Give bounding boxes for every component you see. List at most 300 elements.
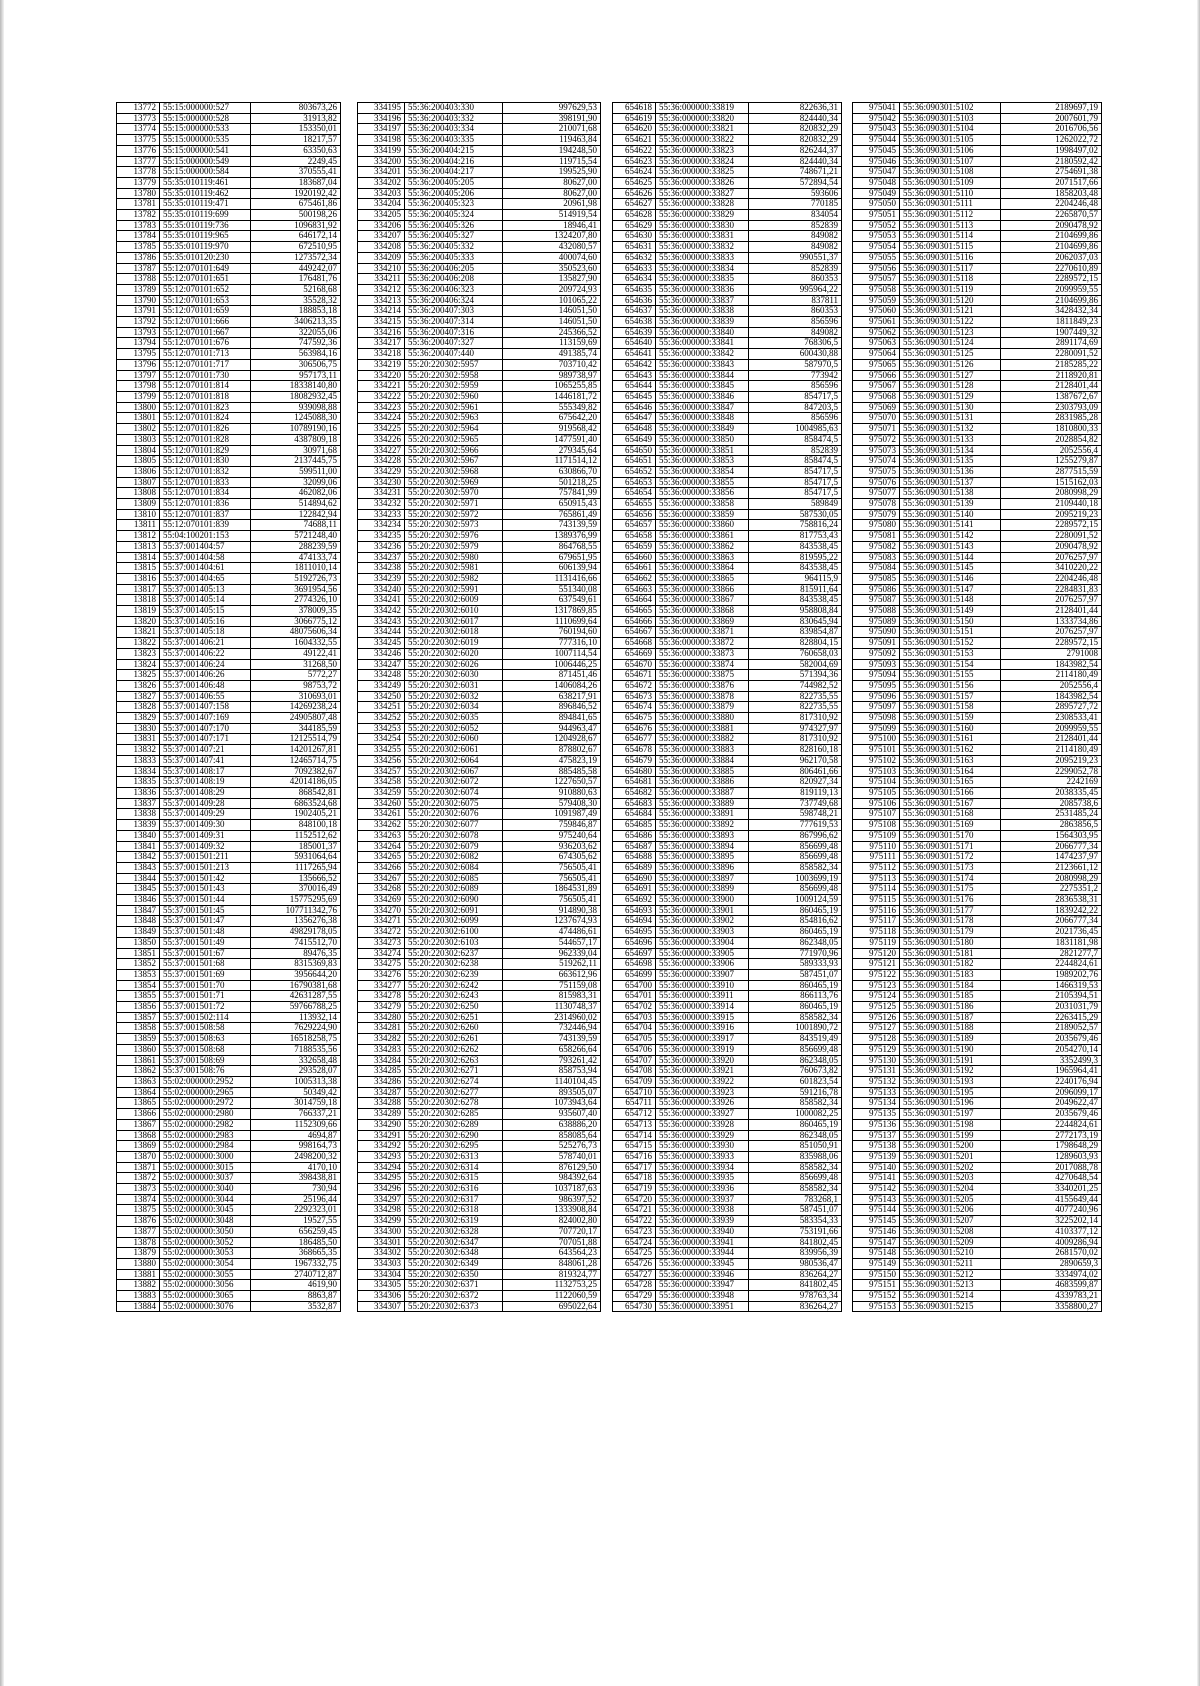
row-number: 975050 (853, 199, 900, 210)
row-number: 654642 (613, 359, 656, 370)
table-row (358, 1205, 601, 1216)
cadastral-number: 55:36:200404:216 (405, 156, 503, 167)
row-number: 975132 (853, 1076, 900, 1087)
row-number: 13808 (117, 488, 160, 499)
row-number: 13861 (117, 1055, 160, 1066)
table-row (117, 1258, 341, 1269)
cadastral-number: 55:36:000000:33887 (656, 788, 749, 799)
cadastral-number: 55:20:220302:6052 (405, 723, 503, 734)
row-number: 334205 (358, 210, 405, 221)
row-number: 334260 (358, 798, 405, 809)
cadastral-number: 55:20:220302:6243 (405, 991, 503, 1002)
cadastral-number: 55:36:090301:5141 (900, 520, 1001, 531)
table-row (853, 616, 1102, 627)
row-number: 654665 (613, 606, 656, 617)
cadastral-number: 55:36:090301:5120 (900, 295, 1001, 306)
row-number: 975047 (853, 167, 900, 178)
cadastral-number: 55:12:070101:649 (160, 263, 251, 274)
table-row (613, 809, 842, 820)
table-row (117, 1034, 341, 1045)
cadastral-number: 55:20:220302:6064 (405, 755, 503, 766)
cadastral-number: 55:02:000000:3045 (160, 1205, 251, 1216)
table-row (117, 402, 341, 413)
row-number: 654649 (613, 434, 656, 445)
cadastral-number: 55:35:010119:461 (160, 177, 251, 188)
table-row (117, 670, 341, 681)
row-number: 334293 (358, 1151, 405, 1162)
cadastral-number: 55:20:220302:6274 (405, 1076, 503, 1087)
table-row (613, 1162, 842, 1173)
table-row (613, 627, 842, 638)
cadastral-number: 55:36:000000:33866 (656, 584, 749, 595)
table-row (853, 199, 1102, 210)
cadastral-number: 55:02:000000:3055 (160, 1269, 251, 1280)
cadastral-number: 55:36:090301:5132 (900, 424, 1001, 435)
row-number: 975068 (853, 391, 900, 402)
row-number: 975079 (853, 509, 900, 520)
table-row (358, 852, 601, 863)
table-row (853, 306, 1102, 317)
cadastral-value: 135666,52 (250, 873, 341, 884)
table-row (117, 862, 341, 873)
cadastral-value: 52168,68 (250, 284, 341, 295)
table-row (853, 991, 1102, 1002)
table-row (613, 680, 842, 691)
cadastral-number: 55:37:001508:58 (160, 1023, 251, 1034)
row-number: 654643 (613, 370, 656, 381)
cadastral-number: 55:20:220302:6078 (405, 830, 503, 841)
row-number: 654703 (613, 1012, 656, 1023)
cadastral-number: 55:36:000000:33839 (656, 317, 749, 328)
cadastral-value: 858582,34 (749, 862, 842, 873)
row-number: 975134 (853, 1098, 900, 1109)
table-row (853, 1087, 1102, 1098)
table-row (358, 884, 601, 895)
table-row (613, 477, 842, 488)
table-row (613, 284, 842, 295)
table-row (358, 210, 601, 221)
cadastral-value: 998164,73 (250, 1141, 341, 1152)
cadastral-number: 55:36:090301:5138 (900, 488, 1001, 499)
table-row (117, 991, 341, 1002)
cadastral-value: 2066777,34 (1001, 916, 1102, 927)
cadastral-value: 2831985,28 (1001, 413, 1102, 424)
cadastral-number: 55:36:000000:33858 (656, 499, 749, 510)
table-row (613, 573, 842, 584)
row-number: 13867 (117, 1119, 160, 1130)
cadastral-value: 756505,41 (503, 895, 601, 906)
table-row (613, 1280, 842, 1291)
table-row (853, 1237, 1102, 1248)
table-row (853, 841, 1102, 852)
cadastral-value: 14201267,81 (250, 745, 341, 756)
cadastral-number: 55:12:070101:653 (160, 295, 251, 306)
row-number: 334239 (358, 573, 405, 584)
table-row (853, 1280, 1102, 1291)
row-number: 13813 (117, 541, 160, 552)
table-row (358, 402, 601, 413)
table-row (613, 691, 842, 702)
row-number: 654705 (613, 1034, 656, 1045)
table-row (853, 456, 1102, 467)
row-number: 13855 (117, 991, 160, 1002)
cadastral-value: 962170,58 (749, 755, 842, 766)
row-number: 13856 (117, 1002, 160, 1013)
row-number: 13859 (117, 1034, 160, 1045)
cadastral-value: 1037187,63 (503, 1184, 601, 1195)
cadastral-value: 995964,22 (749, 284, 842, 295)
row-number: 334258 (358, 777, 405, 788)
cadastral-value: 858474,5 (749, 434, 842, 445)
table-row (117, 927, 341, 938)
cadastral-number: 55:36:090301:5109 (900, 177, 1001, 188)
row-number: 654724 (613, 1237, 656, 1248)
table-row (853, 295, 1102, 306)
row-number: 334228 (358, 456, 405, 467)
cadastral-number: 55:36:090301:5102 (900, 103, 1001, 114)
table-row (613, 1130, 842, 1141)
cadastral-number: 55:20:220302:6263 (405, 1055, 503, 1066)
row-number: 13824 (117, 659, 160, 670)
row-number: 975110 (853, 841, 900, 852)
cadastral-value: 815983,31 (503, 991, 601, 1002)
cadastral-value: 830645,94 (749, 616, 842, 627)
cadastral-value: 820832,29 (749, 124, 842, 135)
row-number: 334288 (358, 1098, 405, 1109)
row-number: 975042 (853, 113, 900, 124)
row-number: 975102 (853, 755, 900, 766)
row-number: 654660 (613, 552, 656, 563)
cadastral-number: 55:36:000000:33948 (656, 1291, 749, 1302)
cadastral-number: 55:37:001508:76 (160, 1066, 251, 1077)
cadastral-value: 760194,60 (503, 627, 601, 638)
cadastral-value: 836264,27 (749, 1301, 842, 1312)
cadastral-number: 55:36:000000:33863 (656, 552, 749, 563)
cadastral-value: 1839242,22 (1001, 905, 1102, 916)
cadastral-number: 55:36:000000:33946 (656, 1269, 749, 1280)
table-row (613, 713, 842, 724)
cadastral-value: 462082,06 (250, 488, 341, 499)
table-row (613, 937, 842, 948)
cadastral-number: 55:20:220302:6067 (405, 766, 503, 777)
cadastral-number: 55:37:001406:21 (160, 638, 251, 649)
row-number: 975143 (853, 1194, 900, 1205)
cadastral-value: 820927,34 (749, 777, 842, 788)
cadastral-number: 55:36:090301:5168 (900, 809, 1001, 820)
row-number: 975117 (853, 916, 900, 927)
table-row (358, 895, 601, 906)
cadastral-value: 2774326,10 (250, 595, 341, 606)
cadastral-number: 55:36:000000:33831 (656, 231, 749, 242)
table-row (358, 349, 601, 360)
cadastral-number: 55:36:000000:33892 (656, 820, 749, 831)
table-row (613, 103, 842, 114)
row-number: 654727 (613, 1269, 656, 1280)
row-number: 654712 (613, 1109, 656, 1120)
cadastral-value: 1858203,48 (1001, 188, 1102, 199)
cadastral-value: 777316,10 (503, 638, 601, 649)
table-row (613, 1034, 842, 1045)
cadastral-number: 55:36:090301:5115 (900, 242, 1001, 253)
cadastral-number: 55:36:090301:5187 (900, 1012, 1001, 1023)
table-row (613, 916, 842, 927)
cadastral-number: 55:36:090301:5152 (900, 638, 1001, 649)
table-row (853, 274, 1102, 285)
table-row (613, 424, 842, 435)
table-row (853, 338, 1102, 349)
table-row (613, 788, 842, 799)
table-row (853, 188, 1102, 199)
cadastral-value: 42014186,05 (250, 777, 341, 788)
table-row (117, 445, 341, 456)
cadastral-number: 55:36:090301:5201 (900, 1151, 1001, 1162)
row-number: 654641 (613, 349, 656, 360)
table-row (853, 135, 1102, 146)
cadastral-value: 5931064,64 (250, 852, 341, 863)
table-row (358, 755, 601, 766)
cadastral-number: 55:20:220302:5976 (405, 531, 503, 542)
cadastral-value: 974327,97 (749, 723, 842, 734)
row-number: 13809 (117, 499, 160, 510)
cadastral-value: 30971,68 (250, 445, 341, 456)
cadastral-value: 858582,34 (749, 1162, 842, 1173)
cadastral-value: 582004,69 (749, 659, 842, 670)
row-number: 334285 (358, 1066, 405, 1077)
cadastral-value: 2240176,94 (1001, 1076, 1102, 1087)
table-row (853, 873, 1102, 884)
cadastral-number: 55:15:000000:541 (160, 145, 251, 156)
cadastral-value: 4619,90 (250, 1280, 341, 1291)
cadastral-number: 55:20:220302:6277 (405, 1087, 503, 1098)
table-row (358, 456, 601, 467)
cadastral-value: 101065,22 (503, 295, 601, 306)
row-number: 654671 (613, 670, 656, 681)
table-row (358, 488, 601, 499)
cadastral-number: 55:02:000000:3037 (160, 1173, 251, 1184)
row-number: 13874 (117, 1194, 160, 1205)
cadastral-value: 119463,84 (503, 135, 601, 146)
table-row (853, 1109, 1102, 1120)
table-row (358, 1119, 601, 1130)
cadastral-number: 55:36:090301:5157 (900, 691, 1001, 702)
table-row (358, 1130, 601, 1141)
cadastral-number: 55:36:000000:33899 (656, 884, 749, 895)
table-row (358, 980, 601, 991)
table-row (117, 1162, 341, 1173)
row-number: 975060 (853, 306, 900, 317)
cadastral-value: 675461,86 (250, 199, 341, 210)
cadastral-number: 55:36:200405:324 (405, 210, 503, 221)
cadastral-number: 55:20:220302:6251 (405, 1012, 503, 1023)
cadastral-value: 860353 (749, 274, 842, 285)
table-row (358, 584, 601, 595)
row-number: 334251 (358, 702, 405, 713)
row-number: 654699 (613, 969, 656, 980)
cadastral-number: 55:36:090301:5209 (900, 1237, 1001, 1248)
row-number: 654651 (613, 456, 656, 467)
table-row (358, 156, 601, 167)
cadastral-value: 860465,19 (749, 980, 842, 991)
row-number: 13879 (117, 1248, 160, 1259)
cadastral-number: 55:20:220302:6074 (405, 788, 503, 799)
table-row (853, 113, 1102, 124)
cadastral-number: 55:36:000000:33923 (656, 1087, 749, 1098)
cadastral-value: 2180592,42 (1001, 156, 1102, 167)
cadastral-number: 55:20:220302:6261 (405, 1034, 503, 1045)
row-number: 13772 (117, 103, 160, 114)
table-row (853, 1301, 1102, 1312)
cadastral-value: 856596 (749, 317, 842, 328)
cadastral-value: 2740712,87 (250, 1269, 341, 1280)
cadastral-value: 1843982,54 (1001, 659, 1102, 670)
row-number: 654640 (613, 338, 656, 349)
table-row (613, 466, 842, 477)
cadastral-number: 55:36:090301:5181 (900, 948, 1001, 959)
table-row (358, 359, 601, 370)
cadastral-number: 55:37:001406:26 (160, 670, 251, 681)
row-number: 13816 (117, 573, 160, 584)
cadastral-number: 55:36:000000:33929 (656, 1130, 749, 1141)
table-row (613, 638, 842, 649)
table-row (613, 210, 842, 221)
cadastral-number: 55:20:220302:6032 (405, 691, 503, 702)
cadastral-value: 2114180,49 (1001, 670, 1102, 681)
row-number: 975072 (853, 434, 900, 445)
table-row (613, 488, 842, 499)
cadastral-value: 747592,36 (250, 338, 341, 349)
cadastral-value: 2076257,97 (1001, 595, 1102, 606)
row-number: 654690 (613, 873, 656, 884)
cadastral-value: 2314960,02 (503, 1012, 601, 1023)
cadastral-number: 55:36:200406:208 (405, 274, 503, 285)
cadastral-number: 55:36:090301:5134 (900, 445, 1001, 456)
cadastral-number: 55:02:000000:3050 (160, 1226, 251, 1237)
row-number: 334225 (358, 424, 405, 435)
cadastral-number: 55:36:000000:33907 (656, 969, 749, 980)
table-row (613, 852, 842, 863)
cadastral-value: 2189052,57 (1001, 1023, 1102, 1034)
cadastral-number: 55:36:000000:33871 (656, 627, 749, 638)
table-row (853, 252, 1102, 263)
cadastral-number: 55:20:220302:6318 (405, 1205, 503, 1216)
row-number: 654709 (613, 1076, 656, 1087)
cadastral-value: 1065255,85 (503, 381, 601, 392)
table-row (358, 1162, 601, 1173)
row-number: 334248 (358, 670, 405, 681)
row-number: 13832 (117, 745, 160, 756)
cadastral-number: 55:37:001409:28 (160, 798, 251, 809)
table-row (358, 809, 601, 820)
cadastral-value: 1131416,66 (503, 573, 601, 584)
cadastral-number: 55:20:220302:6315 (405, 1173, 503, 1184)
table-row (613, 1291, 842, 1302)
row-number: 654730 (613, 1301, 656, 1312)
cadastral-value: 2244824,61 (1001, 1119, 1102, 1130)
row-number: 334266 (358, 862, 405, 873)
row-number: 13858 (117, 1023, 160, 1034)
cadastral-number: 55:20:220302:6026 (405, 659, 503, 670)
table-row (358, 499, 601, 510)
cadastral-number: 55:36:090301:5149 (900, 606, 1001, 617)
cadastral-number: 55:20:220302:6100 (405, 927, 503, 938)
table-row (853, 520, 1102, 531)
cadastral-value: 1333734,86 (1001, 616, 1102, 627)
cadastral-number: 55:36:000000:33904 (656, 937, 749, 948)
cadastral-value: 194248,50 (503, 145, 601, 156)
row-number: 334268 (358, 884, 405, 895)
row-number: 13831 (117, 734, 160, 745)
table-row (853, 916, 1102, 927)
cadastral-value: 279345,64 (503, 445, 601, 456)
cadastral-value: 1004985,63 (749, 424, 842, 435)
cadastral-value: 841802,45 (749, 1237, 842, 1248)
table-row (853, 691, 1102, 702)
table-row (613, 327, 842, 338)
row-number: 13822 (117, 638, 160, 649)
table-row (613, 745, 842, 756)
table-row (117, 638, 341, 649)
row-number: 13827 (117, 691, 160, 702)
table-row (853, 830, 1102, 841)
cadastral-value: 2681570,02 (1001, 1248, 1102, 1259)
row-number: 13819 (117, 606, 160, 617)
cadastral-number: 55:36:090301:5176 (900, 895, 1001, 906)
cadastral-number: 55:35:010119:736 (160, 220, 251, 231)
cadastral-value: 2095219,23 (1001, 509, 1102, 520)
table-row (358, 338, 601, 349)
cadastral-value: 288239,59 (250, 541, 341, 552)
table-row (358, 573, 601, 584)
table-row (613, 177, 842, 188)
cadastral-number: 55:36:090301:5195 (900, 1087, 1001, 1098)
cadastral-number: 55:36:000000:33934 (656, 1162, 749, 1173)
cadastral-value: 2185285,22 (1001, 359, 1102, 370)
table-row (358, 177, 601, 188)
row-number: 654698 (613, 959, 656, 970)
row-number: 975063 (853, 338, 900, 349)
row-number: 654689 (613, 862, 656, 873)
row-number: 654679 (613, 755, 656, 766)
table-row (117, 1301, 341, 1312)
row-number: 654707 (613, 1055, 656, 1066)
cadastral-number: 55:37:001501:71 (160, 991, 251, 1002)
cadastral-number: 55:36:090301:5202 (900, 1162, 1001, 1173)
cadastral-value: 551340,08 (503, 584, 601, 595)
cadastral-value: 4270648,54 (1001, 1173, 1102, 1184)
cadastral-number: 55:36:090301:5171 (900, 841, 1001, 852)
cadastral-value: 867996,62 (749, 830, 842, 841)
table-row (117, 745, 341, 756)
table-row (613, 509, 842, 520)
cadastral-number: 55:36:000000:33828 (656, 199, 749, 210)
row-number: 13780 (117, 188, 160, 199)
cadastral-value: 2895727,72 (1001, 702, 1102, 713)
row-number: 334286 (358, 1076, 405, 1087)
cadastral-number: 55:36:200404:217 (405, 167, 503, 178)
cadastral-value: 1273572,34 (250, 252, 341, 263)
cadastral-value: 31913,82 (250, 113, 341, 124)
table-row (853, 734, 1102, 745)
table-row (853, 1248, 1102, 1259)
cadastral-value: 2189697,19 (1001, 103, 1102, 114)
table-row (853, 1034, 1102, 1045)
row-number: 334277 (358, 980, 405, 991)
row-number: 13784 (117, 231, 160, 242)
row-number: 975133 (853, 1087, 900, 1098)
row-number: 334253 (358, 723, 405, 734)
table-row (358, 477, 601, 488)
cadastral-value: 1477591,40 (503, 434, 601, 445)
